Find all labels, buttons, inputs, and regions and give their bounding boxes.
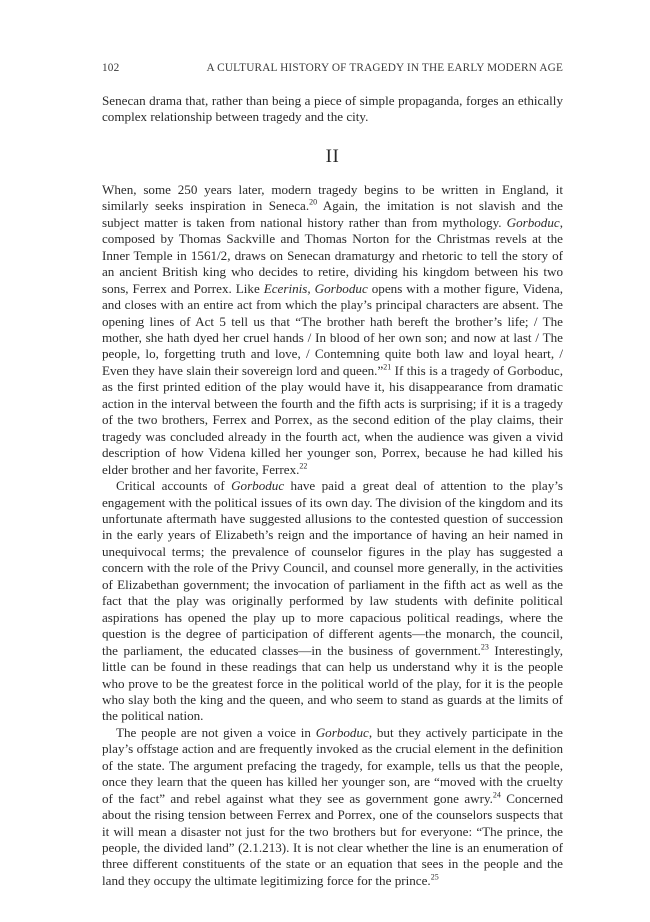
paragraph-text: Concerned about the rising tension between Ferrex and Porrex, one of the counselors suspects that it will mean a disaster not just for the two brothers but for everyone: “The prince, the people, the divided land” (2.1.213). It is not clear whether the line is an enumeration of three different constituents of the state or an equation that sees in the people and the land they occupy the ultimate legitimizing force for the prince.: [102, 790, 563, 888]
paragraph: [102, 182, 563, 478]
paragraph-text: opens with a mother figure, Videna, and closes with an entire act from which the play’s principal characters are absent. The opening lines of Act 5 tell us that “The brother hath bereft the brother’s life; / The mother, she hath dyed her cruel hands / In blood of her own son; and now at last / The people, lo, forgetting truth and love, / Contemning quite both law and loyal heart, / Even they have slain their sovereign lord and queen.”: [102, 280, 564, 378]
footnote-marker: 22: [299, 461, 308, 471]
paragraph-text: When, some 250 years later, modern tragedy begins to be written in England, it similarly seeks inspiration in Seneca.: [102, 181, 563, 214]
paragraph-text: Critical accounts of: [116, 478, 232, 494]
paragraph-text: have paid a great deal of attention to the play’s engagement with the political issues of its own day. The division of the kingdom and its unfortunate aftermath have suggested allusions to the contested question of succession in the early years of Elizabeth’s reign and the importance of having an heir named in unequivocal terms; the prevalence of counselor figures in the play has suggested a concern with the role of the Privy Council, and counsel more generally, in the activities of Elizabethan government; the invocation of parliament in the fifth act as well as the fact that the play was originally performed by law students with definite political aspirations has opened the play up to more capacious political readings, where the question is the degree of participation of different agents—the monarch, the council, the parliament, the educated classes—in the business of government.: [102, 478, 563, 658]
footnote-marker: 25: [430, 872, 439, 882]
footnote-marker: 21: [383, 362, 392, 372]
paragraph: [102, 725, 563, 890]
running-head: [102, 62, 563, 74]
italic-title: Gorboduc: [314, 280, 368, 296]
footnote-marker: 23: [480, 642, 489, 652]
continuation-paragraph: Senecan drama that, rather than being a piece of simple propaganda, forges an ethically complex relationship between tragedy and the city.: [102, 93, 563, 125]
section-heading: II: [325, 145, 340, 167]
body-text: [102, 93, 563, 889]
italic-title: Gorboduc: [315, 724, 369, 740]
italic-title: Gorboduc: [231, 478, 285, 494]
footnote-marker: 24: [492, 790, 501, 800]
page-number: 102: [102, 62, 120, 74]
italic-title: Ecerinis: [263, 280, 308, 296]
paragraph-text: If this is a tragedy of Gorboduc, as the first printed edition of the play would have it, his disappearance from dramatic action in the interval between the fourth and the fifth acts is surprising; if it is a tragedy of the two brothers, Ferrex and Porrex, as the second edition of the play claims, their tragedy was concluded already in the fourth act, when the audience was given a vivid description of how Videna killed her younger son, Porrex, because he had killed his elder brother and her favorite, Ferrex.: [102, 362, 564, 477]
paragraph-text: Interestingly, little can be found in these readings that can help us understand why it is the people who prove to be the greatest force in the political world of the play, for it is the people who slay both the king and the queen, and who seem to stand as guards at the limits of the political nation.: [102, 642, 564, 724]
paragraph: [102, 478, 563, 725]
paragraph-text: ,: [307, 280, 315, 296]
paragraph-text: The people are not given a voice in: [116, 724, 316, 740]
paragraph-text: Again, the imitation is not slavish and the subject matter is taken from national history rather than from mythology.: [102, 198, 563, 230]
paragraph-text: , but they actively participate in the play’s offstage action and are frequently invoked as the crucial element in the definition of the state. The argument prefacing the tragedy, for example, tells us that the people, once they learn that the queen has killed her younger son, are “moved with the cruelty of the fact” and rebel against what they see as government gone awry.: [102, 724, 563, 806]
footnote-marker: 20: [309, 198, 318, 207]
italic-title: Gorboduc: [506, 214, 560, 230]
running-title: A CULTURAL HISTORY OF TRAGEDY IN THE EARLY MODERN AGE: [206, 62, 563, 74]
paragraph-text: , composed by Thomas Sackville and Thomas Norton for the Christmas revels at the Inner Temple in 1561/2, draws on Senecan dramaturgy and rhetoric to tell the story of an ancient British king who decides to retire, dividing his kingdom between his two sons, Ferrex and Porrex. Like: [102, 214, 563, 296]
